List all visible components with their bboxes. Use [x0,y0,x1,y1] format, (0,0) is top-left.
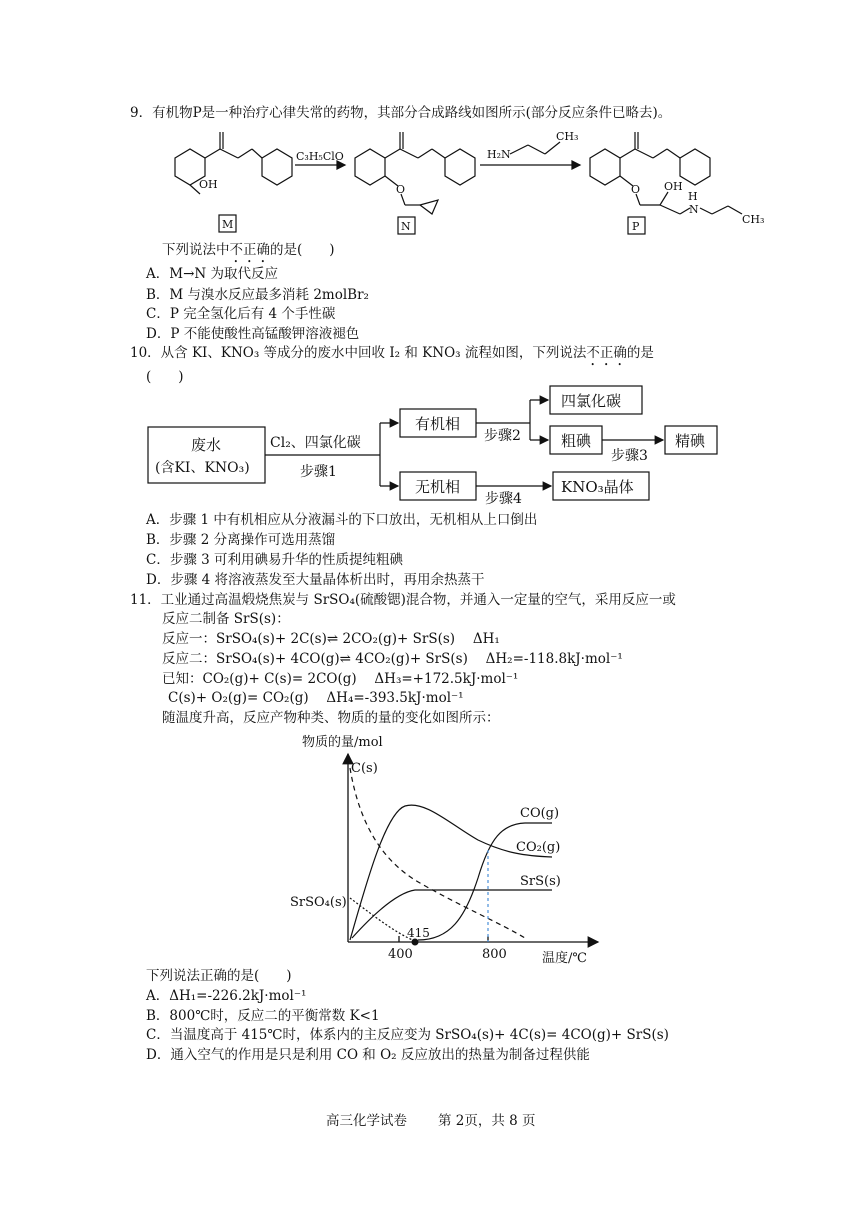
q10-stem-emph: 不正确 [586,345,627,361]
q9-option-b: B．M 与溴水反应最多消耗 2molBr₂ [146,287,369,303]
q10-stem [130,344,654,369]
n-ether-oxygen: O [396,183,406,196]
q9-synthesis-scheme [0,110,860,350]
q9-stem: 9．有机物P是一种治疗心律失常的药物，其部分合成路线如图所示(部分反应条件已略去)。 [130,105,672,121]
q10-option-b: B．步骤 2 分离操作可选用蒸馏 [146,532,336,548]
p-hydroxyl-label: OH [664,180,683,193]
q9-ask [162,241,335,266]
curve-srs [352,890,552,938]
q11-reaction-4: C(s)+ O₂(g)= CO₂(g) ΔH₄=-393.5kJ·mol⁻¹ [168,690,464,706]
q11-reaction-1: 反应一：SrSO₄(s)+ 2C(s)⇌ 2CO₂(g)+ SrS(s) ΔH₁ [162,631,500,647]
q10-option-d: D．步骤 4 将溶液蒸发至大量晶体析出时，再用余热蒸干 [146,572,485,588]
chart-marked-415: 415 [407,926,430,940]
chart-ylabel: 物质的量/mol [302,735,383,750]
flow-ccl4: 四氯化碳 [561,392,622,410]
footer-page: 第 2页，共 8 页 [438,1113,536,1129]
flow-step4: 步骤4 [485,491,522,507]
q11-option-a: A．ΔH₁=-226.2kJ·mol⁻¹ [146,988,307,1004]
flow-kno3-crystal: KNO₃晶体 [561,478,634,496]
label-m: M [222,218,234,231]
p-ch3: CH₃ [742,213,765,226]
flow-step3: 步骤3 [611,448,648,464]
q11-stem-1: 11．工业通过高温煅烧焦炭与 SrSO₄(硫酸锶)混合物，并通入一定量的空气，采用反应一或 [130,592,676,608]
p-nh-h: H [688,190,698,203]
series-label-srso4: SrSO₄(s) [290,895,347,910]
q11-ask: 下列说法正确的是( ) [146,968,292,984]
label-p: P [632,220,640,233]
q11-option-b: B．800℃时，反应二的平衡常数 K<1 [146,1008,380,1024]
amine-ch3: CH₃ [556,130,579,143]
q9-ask-pre: 下列说法中 [162,242,230,258]
q10-paren: ( ) [146,369,184,385]
flow-inorganic: 无机相 [415,478,461,496]
q11-chart [0,728,860,968]
p-ether-oxygen: O [631,183,641,196]
q10-stem-post: 的是 [626,345,654,361]
flow-waste-line2: (含KI、KNO₃) [155,460,250,476]
q10-stem-pre: 10．从含 KI、KNO₃ 等成分的废水中回收 I₂ 和 KNO₃ 流程如图，下列说法 [130,345,587,361]
flow-pure-iodine: 精碘 [675,432,706,450]
flow-step1: 步骤1 [300,464,337,480]
label-n: N [401,220,411,233]
series-label-srs: SrS(s) [520,874,561,889]
curve-co2 [350,805,552,940]
flow-reagent: Cl₂、四氯化碳 [270,435,361,451]
q10-flowchart [0,380,860,510]
flow-crude-iodine: 粗碘 [561,432,592,450]
chart-xtick-400-label: 400 [388,947,413,962]
q11-option-c: C．当温度高于 415℃时，体系内的主反应变为 SrSO₄(s)+ 4C(s)= 4CO(g)+ SrS(s) [146,1027,669,1043]
series-label-co2: CO₂(g) [516,840,561,855]
q9-ask-emph: 不正确 [229,242,270,258]
q10-option-a: A．步骤 1 中有机相应从分液漏斗的下口放出，无机相从上口倒出 [146,512,538,528]
chart-xlabel: 温度/℃ [542,951,587,966]
q9-option-a: A．M→N 为取代反应 [146,266,278,282]
q11-stem-2: 反应二制备 SrS(s)： [162,611,290,627]
flow-step2: 步骤2 [484,428,521,444]
flow-waste-line1: 废水 [191,436,222,454]
reagent-c3h5clo: C₃H₅ClO [296,150,344,163]
q11-reaction-2: 反应二：SrSO₄(s)+ 4CO(g)⇌ 4CO₂(g)+ SrS(s) ΔH₂=-118.8kJ·mol⁻¹ [162,651,623,667]
footer-subject: 高三化学试卷 [326,1113,407,1129]
q11-intro: 随温度升高，反应产物种类、物质的量的变化如图所示： [162,710,500,726]
q11-reaction-3: 已知：CO₂(g)+ C(s)= 2CO(g) ΔH₃=+172.5kJ·mol⁻¹ [162,671,519,687]
chart-xtick-800-label: 800 [482,947,507,962]
q9-option-c: C．P 完全氢化后有 4 个手性碳 [146,306,336,322]
series-label-co: CO(g) [520,806,560,821]
flow-organic: 有机相 [415,415,461,433]
p-nh-n: N [689,203,699,216]
m-hydroxyl-label: OH [199,178,218,191]
amine-h2n: H₂N [487,148,511,161]
series-label-c: C(s) [351,761,378,776]
q9-ask-post: 的是( ) [270,242,335,258]
q9-option-d: D．P 不能使酸性高锰酸钾溶液褪色 [146,326,360,342]
q11-option-d: D．通入空气的作用是只是利用 CO 和 O₂ 反应放出的热量为制备过程供能 [146,1047,590,1063]
q10-option-c: C．步骤 3 可利用碘易升华的性质提纯粗碘 [146,552,404,568]
